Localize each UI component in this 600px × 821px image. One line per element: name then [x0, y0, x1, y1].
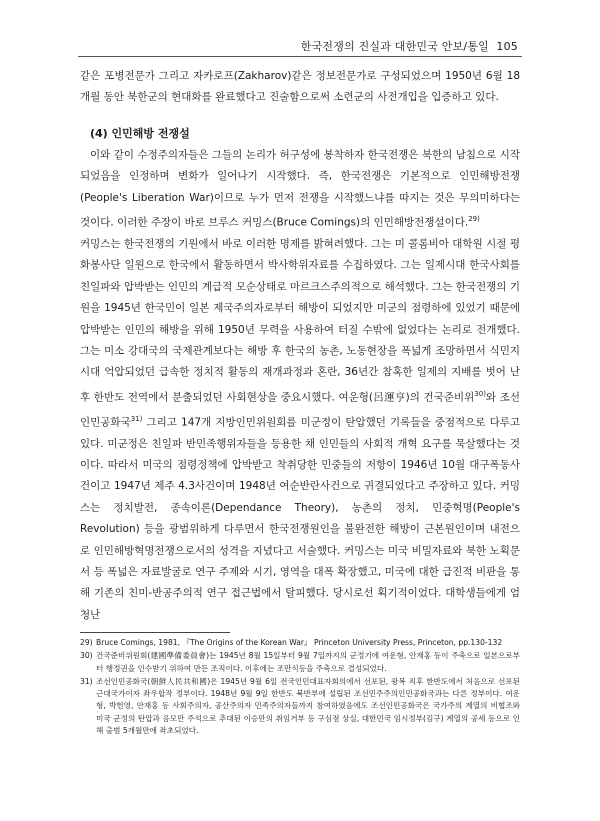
footnote-rule	[80, 632, 230, 633]
paragraph-2	[80, 145, 520, 234]
footnote-ref-31[interactable]: 31)	[130, 414, 143, 423]
running-header	[301, 38, 518, 54]
paragraph-1: 같은 포병전문가 그리고 자카로프(Zakharov)같은 정보전문가로 구성되었으며 1950년 6월 18개월 동안 북한군의 현대화를 완료했다고 진술함으로써 소련군의 사전개입을 입증하고 있다.	[80, 70, 520, 104]
footnotes	[80, 637, 520, 738]
section-heading: (4) 인민해방 전쟁설	[90, 126, 190, 140]
header-rule	[78, 56, 522, 57]
body-text	[80, 66, 520, 626]
footnote-30	[80, 650, 520, 675]
paragraph-3-text: 커밍스는 한국전쟁의 기원에서 바로 이러한 명제를 밝혀려했다. 그는 미 콜롬비아 대학원 시절 평화봉사단 일원으로 한국에서 활동하면서 박사학위자료를 수집하였다. 그는 일제시대 한국사회를 친일파와 압박받는 인민의 계급적 모순상태로 마르크스주의적으로 해석했다. 그는 한국전쟁의 기원을 1945년 한국민이 일본 제국주의자로부터 해방이 되었지만 미군의 점령하에 있었기 때문에 압박받는 인민의 해방을 위해 1950년 무력을 사용하여 터질 수밖에 없었다는 논리로 전개했다. 그는 미소 강대국의 국제관계보다는 해방 후 한국의 농촌, 노동현장을 폭넓게 조망하면서 식민지시대 억압되었던 급속한 정치적 활동의 재개과정과 혼란, 36년간 참혹한 일제의 지배를 벗어 난후 한반도 전역에서 분출되었던 사회현상을 중요시했다. 여운형(呂運亨)의 건국준비위	[80, 237, 520, 404]
footnote-29	[80, 637, 520, 649]
footnote-text: 건국준비위원회(建國準備委員會)는 1945년 8월 15일부터 9월 7일까지의 군정기에 여운형, 안재홍 등이 주축으로 일본으로부터 행정권을 인수받기 위하여 만든 조직이다. 이후에는 조만식등을 주축으로 결성되었다.	[96, 651, 520, 673]
page-number: 105	[496, 40, 518, 53]
footnote-ref-29[interactable]: 29)	[468, 215, 480, 224]
paragraph-3-end: 그리고 147개 지방인민위원회를 미군정이 탄압했던 기록들을 중점적으로 다루고 있다. 미군정은 친일파 반민족행위자들을 등용한 채 인민들의 사회적 개혁 요구를 묵살했다는 것이다. 따라서 미국의 점령정책에 압박받고 착취당한 민중들의 저항이 1946년 10월 대구폭동사건이고 1947년 제주 4.3사건이며 1948년 여순반란사건으로 귀결되었다고 주장하고 있다. 커밍스는 정치발전, 종속이론(Dependance Theory), 농촌의 정치, 민중혁명(People's Revolution) 등을 광범위하게 다루면서 한국전쟁원인을 불완전한 해방이 근본원인이며 내전으로 인민해방혁명전쟁으로서의 성격을 지녔다고 서술했다. 커밍스는 미국 비밀자료와 북한 노획문서 등 폭넓은 자료발굴로 연구 주제와 시기, 영역을 대폭 확장했고, 미국에 대한 급진적 비판을 통해 기존의 친미-반공주의적 연구 접근법에서 탈피했다. 당시로선 획기적이었다. 대학생들에게 엄청난	[80, 416, 521, 621]
footnote-number: 30)	[80, 651, 93, 661]
footnote-ref-30[interactable]: 30)	[474, 389, 486, 398]
paragraph-3	[80, 234, 520, 626]
footnote-number: 31)	[80, 676, 93, 686]
footnote-text: Bruce Comings, 1981, 『The Origins of the Korean War』 Princeton University Press, Princeton, pp.130-132	[96, 638, 503, 647]
footnote-number: 29)	[80, 638, 93, 647]
running-title: 한국전쟁의 진실과 대한민국 안보/통일	[300, 40, 489, 53]
footnote-text: 조선인민공화국(朝鮮人民共和國)은 1945년 9월 6일 전국인민대표자회의에서 선포된, 광복 직후 한반도에서 처음으로 선포된 근대국가이자 좌우합작 정부이다. 1948년 9월 9일 한반도 북반부에 설립된 조선민주주의인민공화국과는 다른 정부이다. 여운형, 박헌영, 안재홍 등 사회주의자, 공산주의자 민족주의자들까지 참여하였음에도 조선인민공화국은 국가주의 계열의 비협조와 미국 군정의 탄압과 음모만 주석으로 추대된 이승만의 취임거부 등 구심점 상실, 대한민국 임시정부(김구) 계열의 공세 등으로 인해 출범 5개월만에 좌초되었다.	[96, 676, 520, 736]
paragraph-2-text: 이와 같이 수정주의자들은 그들의 논리가 허구성에 봉착하자 한국전쟁은 북한의 남침으로 시작되었음을 인정하며 변화가 일어나기 시작했다. 즉, 한국전쟁은 기본적으로 인민해방전쟁(People's Liberation War)이므로 누가 먼저 전쟁을 시작했느냐를 따지는 것은 무의미하다는 것이다. 이러한 주장이 바로 브루스 커밍스(Bruce Comings)의 인민해방전쟁설이다.	[80, 148, 520, 229]
paragraph-3-mid: 와 조선인민공화국	[80, 391, 520, 429]
footnote-31	[80, 676, 520, 737]
